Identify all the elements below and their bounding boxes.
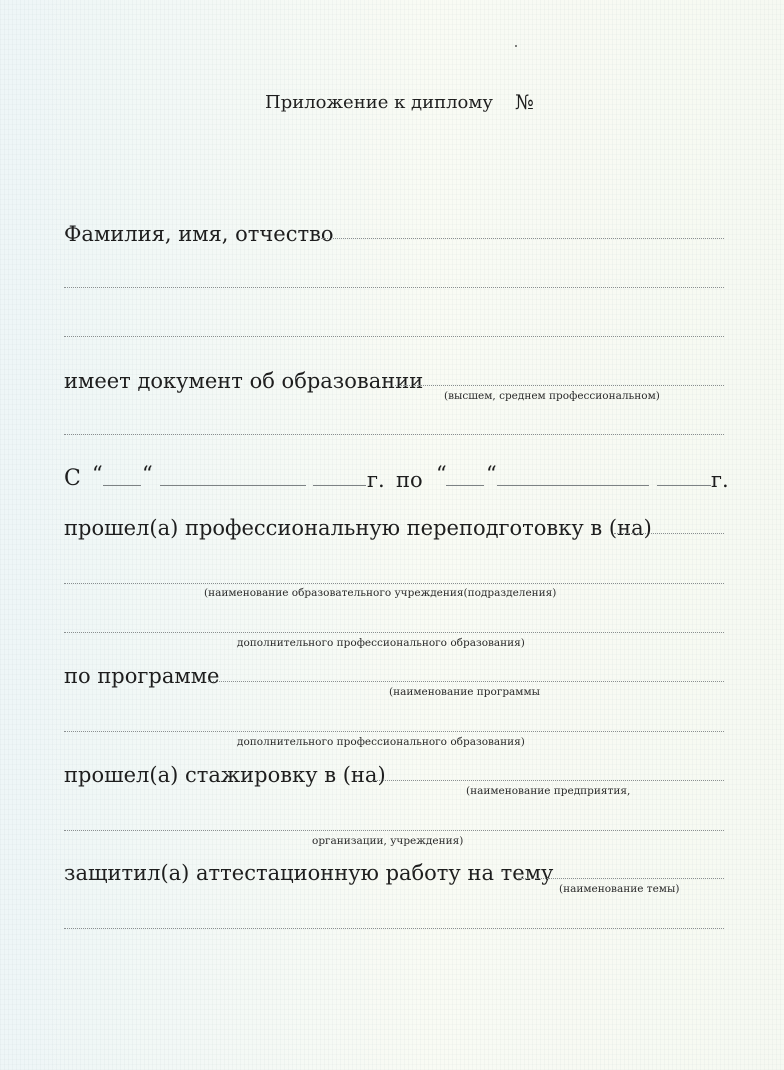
fio-line-3[interactable] [64,336,724,337]
quote-open-1: “ [92,462,103,486]
date-to-prefix: по [396,468,423,492]
paper-speck [515,45,517,47]
page-title [265,92,493,114]
quote-close-1: “ [142,462,153,486]
day-to-field[interactable] [446,485,484,486]
retraining-line-2[interactable] [64,583,724,584]
quote-close-2: “ [486,462,497,486]
internship-hint: (наименование предприятия, [466,785,631,797]
thesis-line-2[interactable] [64,928,724,929]
date-from-prefix: С [64,466,81,491]
year-from-field[interactable] [313,485,366,486]
document-line-1[interactable] [395,385,724,386]
retraining-line-1[interactable] [614,533,724,534]
fio-label: Фамилия, имя, отчество [64,222,334,246]
internship-hint-2: организации, учреждения) [312,835,464,847]
month-to-field[interactable] [497,485,649,486]
retraining-label: прошел(а) профессиональную переподготовку в (на) [64,516,652,540]
quote-open-2: “ [436,462,447,486]
institution-hint: (наименование образовательного учреждения(подразделения) [204,587,557,599]
fio-line-1[interactable] [318,238,724,239]
institution-hint-2: дополнительного профессионального образования) [237,637,525,649]
program-hint-2: дополнительного профессионального образования) [237,736,525,748]
document-label: имеет документ об образовании [64,369,424,393]
internship-line-2[interactable] [64,830,724,831]
document-line-2[interactable] [64,434,724,435]
program-line-2[interactable] [64,731,724,732]
number-sign: № [515,90,534,114]
internship-line-1[interactable] [374,780,724,781]
month-from-field[interactable] [160,485,306,486]
program-hint: (наименование программы [389,686,540,698]
retraining-line-3[interactable] [64,632,724,633]
program-line-1[interactable] [208,681,724,682]
thesis-hint: (наименование темы) [559,883,680,895]
year-suffix-1: г. [367,468,385,492]
year-suffix-2: г. [711,468,729,492]
fio-line-2[interactable] [64,287,724,288]
thesis-label: защитил(а) аттестационную работу на тему [64,861,554,885]
document-hint: (высшем, среднем профессиональном) [444,390,660,402]
internship-label: прошел(а) стажировку в (на) [64,763,386,787]
year-to-field[interactable] [657,485,711,486]
program-label: по программе [64,664,220,688]
day-from-field[interactable] [103,485,141,486]
title-text: Приложение к диплому [265,92,493,113]
thesis-line-1[interactable] [518,878,724,879]
